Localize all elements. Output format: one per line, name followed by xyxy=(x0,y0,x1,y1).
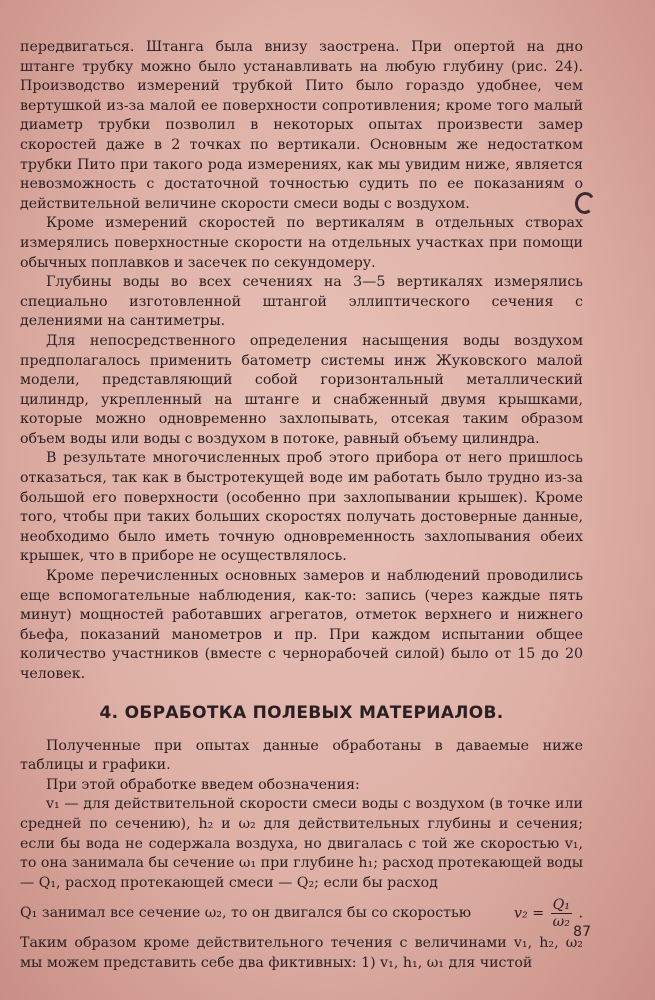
formula-numerator: Q₁ xyxy=(552,897,570,914)
formula-text: Q₁ занимал все сечение ω₂, то он двигался бы со скоростью xyxy=(20,905,472,922)
section-paragraph-2: При этой обработке введем обозначения: xyxy=(46,776,360,793)
formula-end: . xyxy=(578,905,583,922)
formula-fraction xyxy=(551,897,572,930)
paragraph-3: Глубины воды во всех сечениях на 3—5 вертикалях измерялись специально изготовленной штангой эллиптического сечения с делениями на сантиметры. xyxy=(20,274,583,330)
formula-denominator: ω₂ xyxy=(552,914,570,931)
section-paragraph-1: Полученные при опытах данные обработаны в даваемые ниже таблицы и графики. xyxy=(20,737,583,774)
paragraph-2: Кроме измерений скоростей по вертикалям в отдельных створах измерялись поверхностные скорости на отдельных участках при помощи обычных поплавков и засечек по секундомеру. xyxy=(20,215,583,271)
paragraph-5: В результате многочисленных проб этого прибора от него пришлось отказаться, так как в быстротекущей воде им работать было трудно из-за большой его поверхности (особенно при захлопывании крышек). Кроме того, чтобы при таких больших скоростях получать достоверные данные, необходимо было иметь точную одновременность захлопывания обеих крышек, что в приборе не осуществлялось. xyxy=(20,450,583,565)
section-paragraph-3: v₁ — для действительной скорости смеси воды с воздухом (в точке или средней по сечению), h₂ и ω₂ для действительных глубины и сечения; если бы вода не содержала воздуха, но двигалась с той же скоростью v₁, то она занимала бы сечение ω₁ при глубине h₁; расход протекающей воды — Q₁, расход протекающей смеси — Q₂; если бы расход xyxy=(20,796,583,891)
page-number: 87 xyxy=(573,924,591,940)
paragraph-6: Кроме перечисленных основных замеров и наблюдений проводились еще вспомогательные наблюдения, как-то: запись (через каждые пять минут) мощностей работавших агрегатов, отметок верхнего и нижнего бьефа, показаний манометров и пр. При каждом испытании общее количество участников (вместе с чернорабочей силой) было от 15 до 20 человек. xyxy=(20,568,583,682)
section-heading: 4. ОБРАБОТКА ПОЛЕВЫХ МАТЕРИАЛОВ. xyxy=(99,702,504,723)
paragraph-4: Для непосредственного определения насыщения воды воздухом предполагалось применить батометр системы инж Жуковского малой модели, представляющий собой горизонтальный металлический цилиндр, укрепленный на штанге и снабженный двумя крышками, которые можно одновременно захлопывать, отсекая таким образом объем воды или воды с воздухом в потоке, равный объему цилиндра. xyxy=(20,332,583,447)
formula-line xyxy=(20,897,583,930)
paragraph-1: передвигаться. Штанга была внизу заострена. При опертой на дно штанге трубку можно было устанавливать на любую глубину (рис. 24). Производство измерений трубкой Пито было гораздо удобнее, чем вертушкой из-за малой ее поверхности сопротивления; кроме того малый диаметр трубки позволил в некоторых опытах произвести замер скоростей даже в 2 точках по вертикали. Основным же недостатком трубки Пито при такого рода измерениях, как мы увидим ниже, является невозможность с достаточной точностью судить по ее показаниям о действительной величине скорости смеси воды с воздухом. xyxy=(20,39,583,212)
final-paragraph: Таким образом кроме действительного течения с величинами v₁, h₂, ω₂ мы можем представить себе два фиктивных: 1) v₁, h₁, ω₁ для чистой xyxy=(20,935,583,971)
formula-lhs: v₂ = xyxy=(514,905,545,922)
